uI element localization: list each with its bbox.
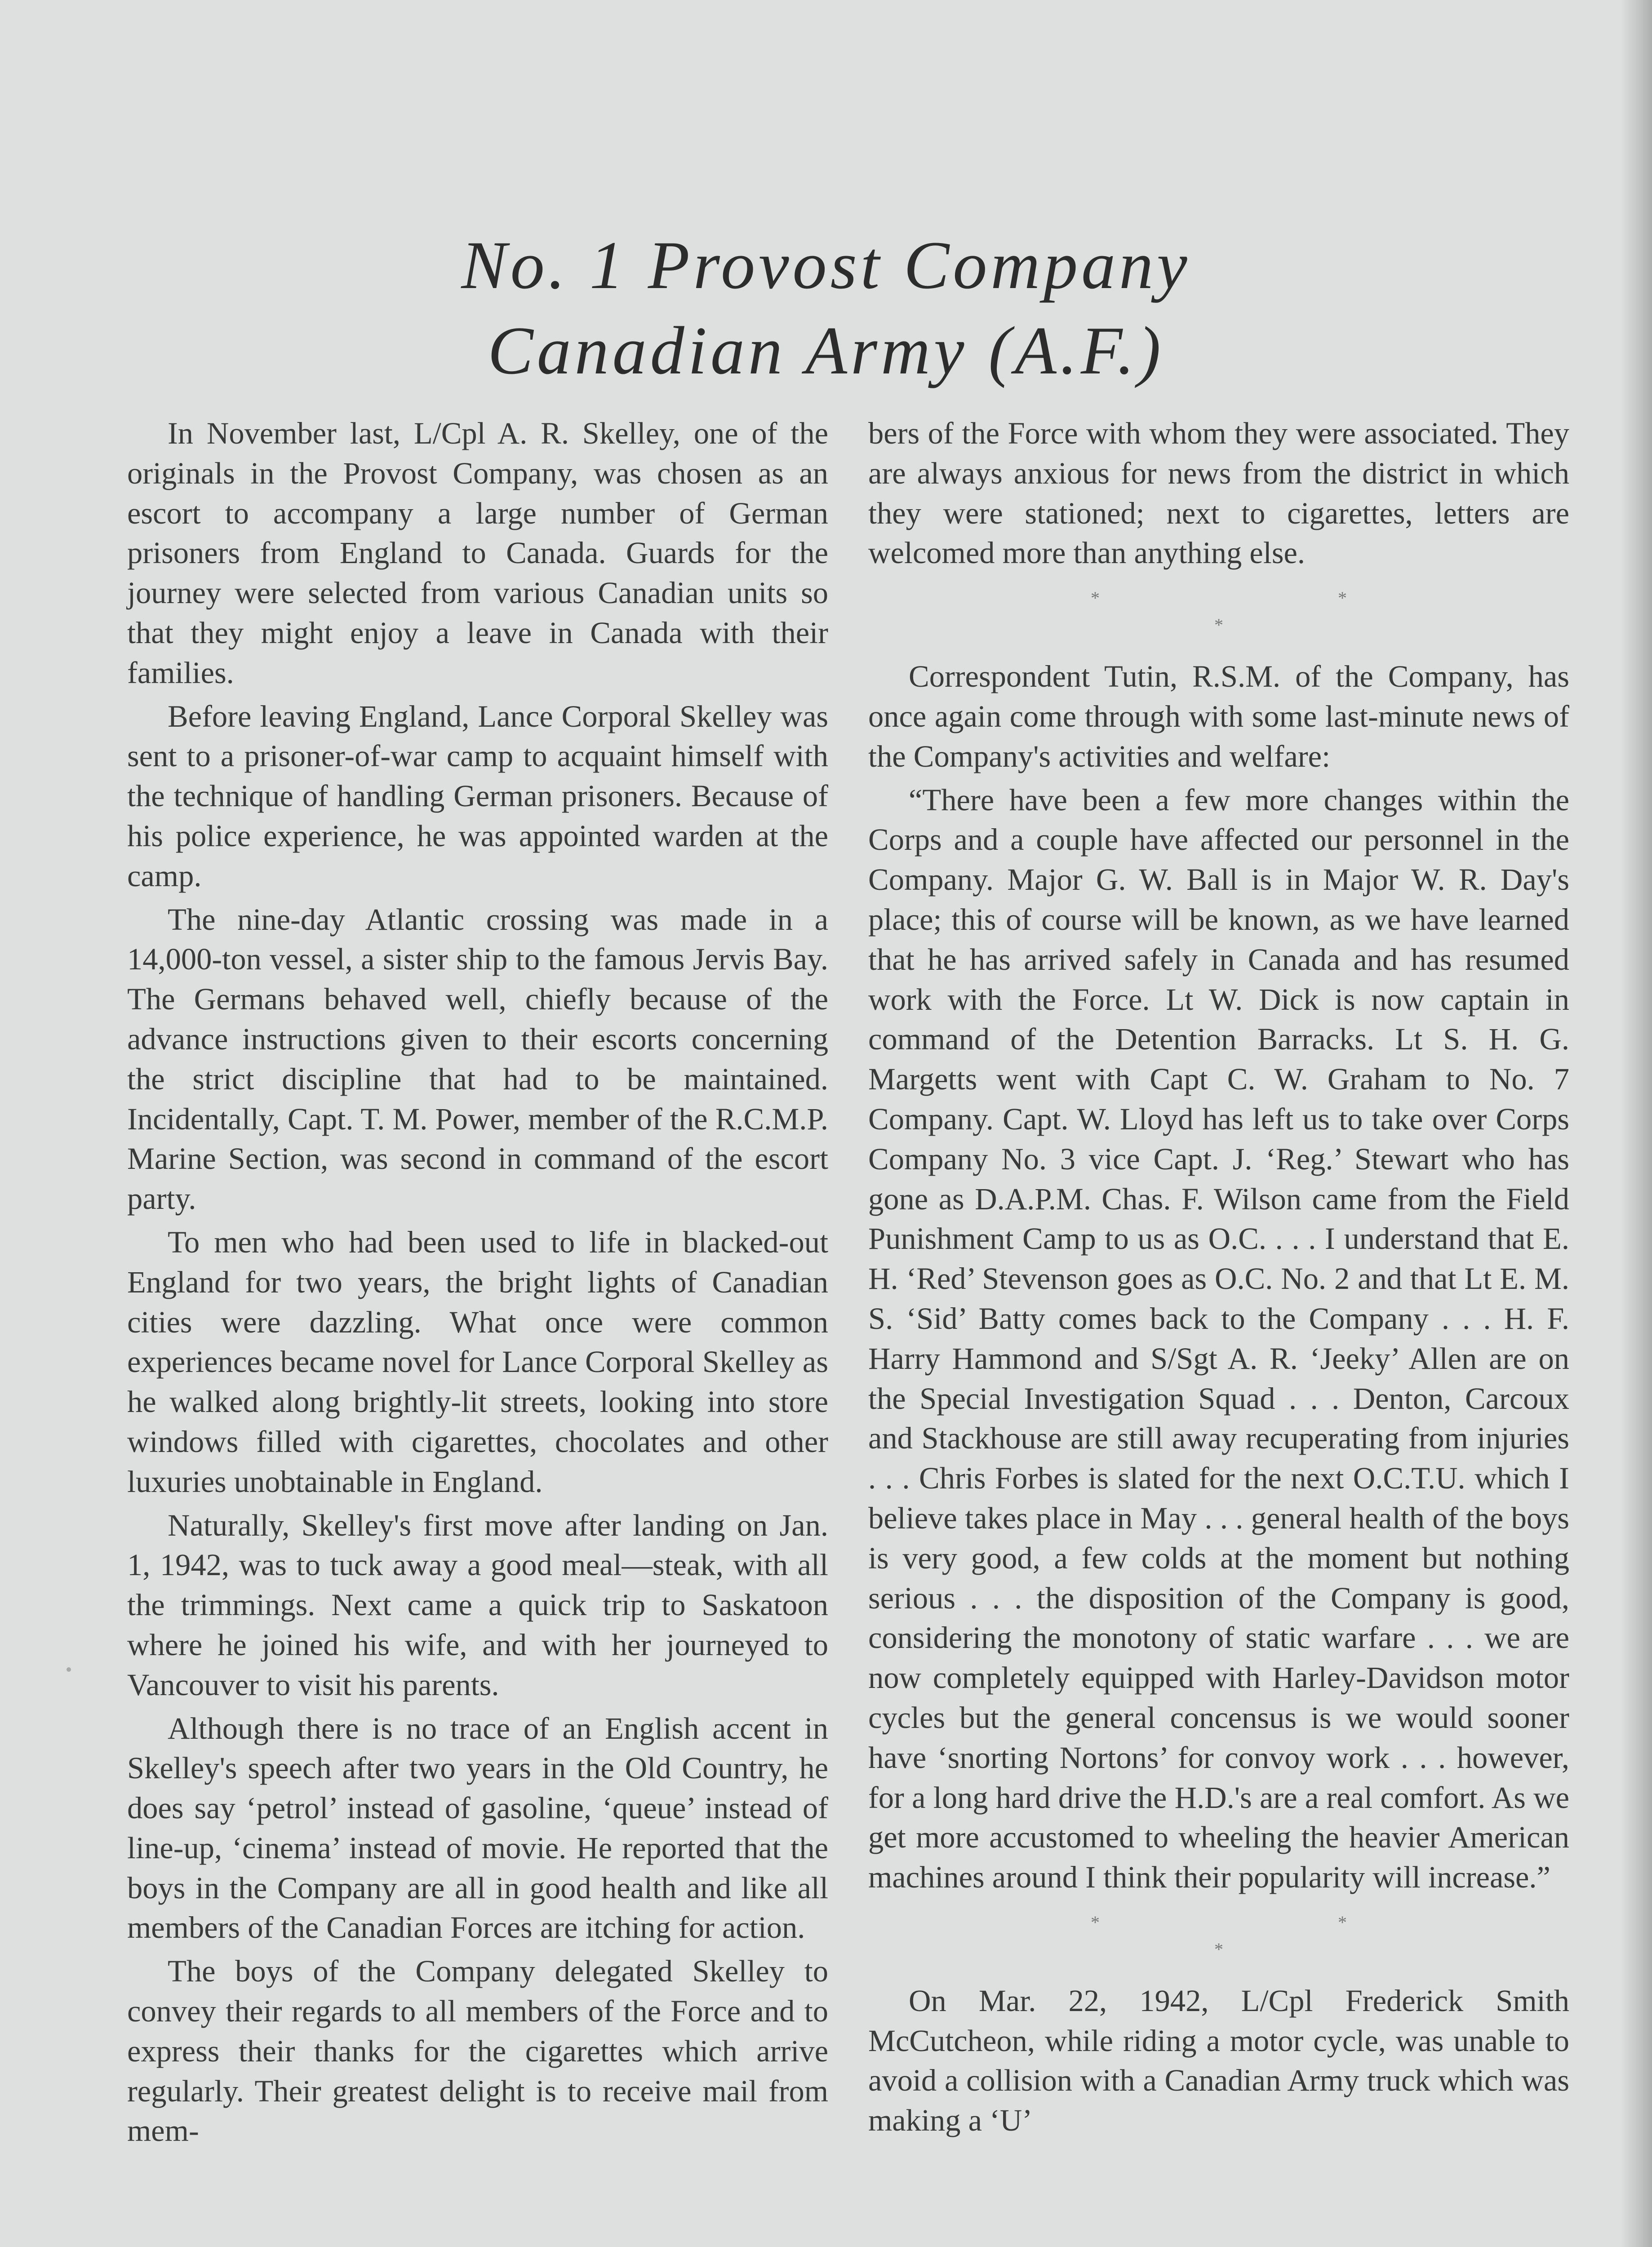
article-title-line-1: No. 1 Provost Company	[461, 227, 1191, 303]
section-separator: * * *	[1091, 1912, 1464, 1959]
paragraph: The boys of the Company delegated Skelley to convey their regards to all members of the Force and to express their thanks for the cigarettes which arrive regularly. Their greatest delight is to receive mail from mem-	[127, 1954, 828, 2148]
quoted-letter: “There have been a few more changes within the Corps and a couple have affected our personnel in the Company. Major G. W. Ball is in Major W. R. Day's place; this of course will be known, as we have learned that he has arrived safely in Canada and has resumed work with the Force. Lt W. Dick is now captain in command of the Detention Barracks. Lt S. H. G. Margetts went with Capt C. W. Graham to No. 7 Company. Capt. W. Lloyd has left us to take over Corps Company No. 3 vice Capt. J. ‘Reg.’ Stewart who has gone as D.A.P.M. Chas. F. Wilson came from the Field Punishment Camp to us as O.C. . . . I understand that E. H. ‘Red’ Stevenson goes as O.C. No. 2 and that Lt E. M. S. ‘Sid’ Batty comes back to the Company . . . H. F. Harry Hammond and S/Sgt A. R. ‘Jeeky’ Allen are on the Special Investigation Squad . . . Denton, Carcoux and Stackhouse are still away recuperating from injuries . . . Chris Forbes is slated for the next O.C.T.U. which I believe takes place in May . . . general health of the boys is very good, a few colds at the moment but nothing serious . . . the disposition of the Company is good, considering the monotony of static warfare . . . we are now completely equipped with Harley-Davidson motor cycles but the general concensus is we would sooner have ‘snorting Nortons’ for convoy work . . . however, for a long hard drive the H.D.'s are a real comfort. As we get more accustomed to wheeling the heavier American machines around I think their popularity will increase.”	[868, 782, 1569, 1895]
paragraph-continuation: bers of the Force with whom they were associated. They are always anxious for news from the district in which they were stationed; next to cigarettes, letters are welcomed more than anything else.	[868, 416, 1569, 570]
paragraph: In November last, L/Cpl A. R. Skelley, one of the originals in the Provost Company, was chosen as an escort to accompany a large number of German prisoners from England to Canada. Guards for the journey were selected from various Canadian units so that they might enjoy a leave in Canada with their families.	[127, 416, 828, 690]
paragraph: Before leaving England, Lance Corporal Skelley was sent to a prisoner-of-war camp to acquaint himself with the technique of handling German prisoners. Because of his police experience, he was appointed warden at the camp.	[127, 699, 828, 893]
right-column	[868, 413, 1569, 2144]
left-column	[127, 413, 828, 2154]
paragraph: Correspondent Tutin, R.S.M. of the Company, has once again come through with some last-minute news of the Company's activities and welfare:	[868, 659, 1569, 773]
margin-mark	[67, 1667, 71, 1672]
section-separator: * * *	[1091, 588, 1464, 635]
article-title-line-2: Canadian Army (A.F.)	[488, 313, 1164, 388]
paragraph: The nine-day Atlantic crossing was made in a 14,000-ton vessel, a sister ship to the famous Jervis Bay. The Germans behaved well, chiefly because of the advance instructions given to their escorts concerning the strict discipline that had to be maintained. Incidentally, Capt. T. M. Power, member of the R.C.M.P. Marine Section, was second in command of the escort party.	[127, 902, 828, 1216]
paragraph: Naturally, Skelley's first move after landing on Jan. 1, 1942, was to tuck away a good meal—steak, with all the trimmings. Next came a quick trip to Saskatoon where he joined his wife, and with her journeyed to Vancouver to visit his parents.	[127, 1508, 828, 1702]
paragraph: To men who had been used to life in blacked-out England for two years, the bright lights of Canadian cities were dazzling. What once were common experiences became novel for Lance Corporal Skelley as he walked along brightly-lit streets, looking into store windows filled with cigarettes, chocolates and other luxuries unobtainable in England.	[127, 1225, 828, 1499]
paragraph: On Mar. 22, 1942, L/Cpl Frederick Smith McCutcheon, while riding a motor cycle, was unable to avoid a collision with a Canadian Army truck which was making a ‘U’	[868, 1983, 1569, 2138]
paragraph: Although there is no trace of an English accent in Skelley's speech after two years in the Old Country, he does say ‘petrol’ instead of gasoline, ‘queue’ instead of line-up, ‘cinema’ instead of movie. He reported that the boys in the Company are all in good health and like all members of the Canadian Forces are itching for action.	[127, 1711, 828, 1945]
